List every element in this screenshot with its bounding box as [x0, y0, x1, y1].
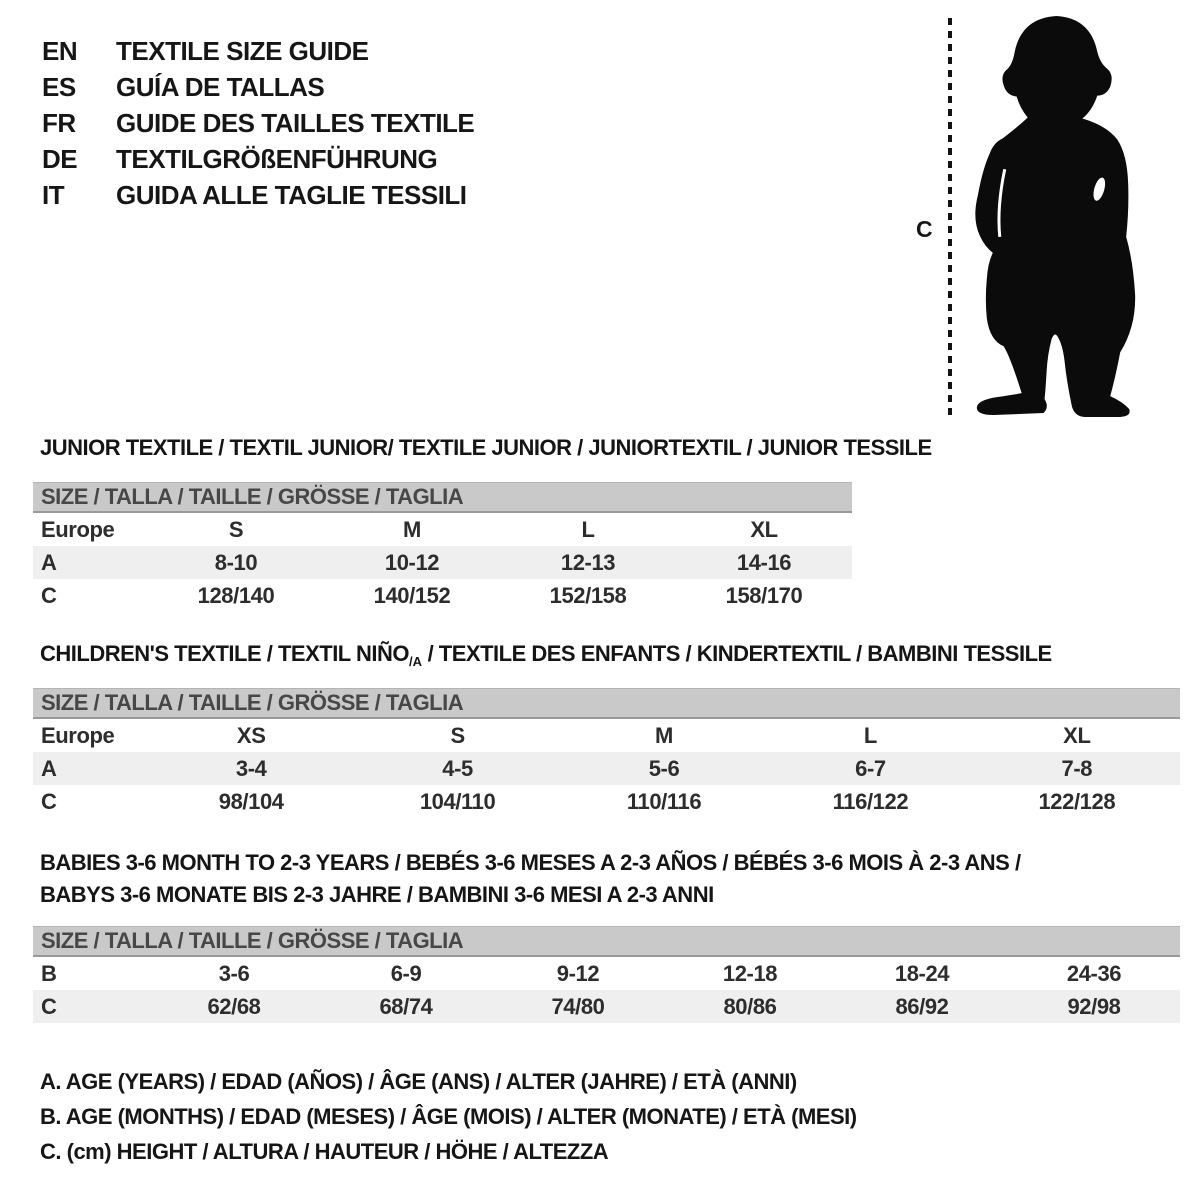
months-cell: 3-6: [218, 961, 250, 986]
guide-title-de: TEXTILGRÖßENFÜHRUNG: [116, 144, 438, 174]
children-size-table: [33, 688, 1180, 818]
junior-section-heading: JUNIOR TEXTILE / TEXTIL JUNIOR/ TEXTILE JUNIOR / JUNIORTEXTIL / JUNIOR TESSILE: [40, 435, 932, 460]
junior-size-table: [33, 482, 852, 612]
height-cell: 110/116: [626, 789, 702, 814]
babies-heading-line2: BABYS 3-6 MONATE BIS 2-3 JAHRE / BAMBINI 3-6 MESI A 2-3 ANNI: [40, 882, 714, 907]
children-age-row: [33, 752, 1180, 785]
height-measure-label: C: [916, 216, 933, 242]
height-cell: 152/158: [549, 583, 627, 608]
height-cell: 104/110: [419, 789, 496, 814]
row-label: Europe: [41, 517, 115, 542]
age-cell: 14-16: [736, 550, 792, 575]
age-cell: 6-7: [855, 756, 886, 781]
note-age-months: B. AGE (MONTHS) / EDAD (MESES) / ÂGE (MOIS) / ALTER (MONATE) / ETÀ (MESI): [40, 1104, 857, 1129]
height-cell: 80/86: [723, 994, 777, 1019]
babies-size-table: [33, 926, 1180, 1023]
size-cell: XL: [1063, 723, 1091, 748]
size-cell: L: [863, 723, 877, 748]
age-cell: 8-10: [214, 550, 258, 575]
babies-size-bar: SIZE / TALLA / TAILLE / GRÖSSE / TAGLIA: [33, 926, 1180, 957]
language-row-de: [42, 141, 474, 177]
note-age-years: A. AGE (YEARS) / EDAD (AÑOS) / ÂGE (ANS) / ALTER (JAHRE) / ETÀ (ANNI): [40, 1069, 797, 1094]
months-cell: 9-12: [556, 961, 600, 986]
children-height-row: [33, 785, 1180, 818]
age-cell: 3-4: [235, 756, 267, 781]
row-label: B: [41, 961, 57, 986]
age-cell: 7-8: [1061, 756, 1093, 781]
children-heading-sub: /A: [408, 654, 422, 669]
size-cell: S: [228, 517, 244, 542]
height-cell: 158/170: [725, 583, 803, 608]
dashed-measure-line: [948, 18, 952, 416]
height-cell: 86/92: [895, 994, 949, 1019]
height-cell: 74/80: [551, 994, 605, 1019]
toddler-silhouette-icon: [962, 12, 1150, 420]
size-cell: XS: [236, 723, 266, 748]
guide-title-es: GUÍA DE TALLAS: [116, 72, 325, 102]
language-code: ES: [42, 72, 76, 102]
children-section-heading: [40, 641, 1052, 669]
size-cell: M: [655, 723, 673, 748]
height-cell: 122/128: [1038, 789, 1116, 814]
months-cell: 24-36: [1066, 961, 1122, 986]
height-cell: 92/98: [1067, 994, 1121, 1019]
row-label: C: [41, 789, 57, 814]
height-cell: 128/140: [197, 583, 275, 608]
row-label: A: [41, 550, 57, 575]
language-row-fr: [42, 105, 474, 141]
months-cell: 18-24: [894, 961, 950, 986]
guide-title-it: GUIDA ALLE TAGLIE TESSILI: [116, 180, 467, 210]
row-label: C: [41, 583, 57, 608]
children-heading-pre: CHILDREN'S TEXTILE / TEXTIL NIÑO: [40, 641, 409, 666]
age-cell: 12-13: [560, 550, 616, 575]
legend-notes: [40, 1064, 857, 1169]
children-heading-post: / TEXTILE DES ENFANTS / KINDERTEXTIL / BAMBINI TESSILE: [421, 641, 1052, 666]
language-code: EN: [42, 36, 78, 66]
language-title-list: [42, 33, 474, 213]
months-cell: 6-9: [390, 961, 422, 986]
guide-title-en: TEXTILE SIZE GUIDE: [116, 36, 369, 66]
babies-months-row: [33, 957, 1180, 990]
babies-section-heading: [40, 847, 1021, 911]
language-code: IT: [42, 180, 65, 210]
junior-age-row: [33, 546, 852, 579]
height-cell: 140/152: [373, 583, 451, 608]
babies-heading-line1: BABIES 3-6 MONTH TO 2-3 YEARS / BEBÉS 3-6 MESES A 2-3 AÑOS / BÉBÉS 3-6 MOIS À 2-3 ANS /: [40, 850, 1021, 875]
size-cell: M: [403, 517, 421, 542]
junior-size-bar: SIZE / TALLA / TAILLE / GRÖSSE / TAGLIA: [33, 482, 852, 513]
row-label: Europe: [41, 723, 115, 748]
language-row-it: [42, 177, 474, 213]
language-code: FR: [42, 108, 76, 138]
babies-height-row: [33, 990, 1180, 1023]
months-cell: 12-18: [722, 961, 778, 986]
guide-title-fr: GUIDE DES TAILLES TEXTILE: [116, 108, 475, 138]
age-cell: 4-5: [442, 756, 473, 781]
height-cell: 68/74: [379, 994, 433, 1019]
age-cell: 5-6: [648, 756, 680, 781]
language-row-en: [42, 33, 474, 69]
language-code: DE: [42, 144, 78, 174]
age-cell: 10-12: [384, 550, 440, 575]
children-europe-row: [33, 719, 1180, 752]
language-row-es: [42, 69, 474, 105]
row-label: A: [41, 756, 57, 781]
size-cell: L: [581, 517, 595, 542]
height-cell: 62/68: [207, 994, 261, 1019]
note-height-cm: C. (cm) HEIGHT / ALTURA / HAUTEUR / HÖHE / ALTEZZA: [40, 1139, 609, 1164]
junior-height-row: [33, 579, 852, 612]
height-cell: 98/104: [218, 789, 284, 814]
size-cell: XL: [750, 517, 778, 542]
junior-europe-row: [33, 513, 852, 546]
children-size-bar: SIZE / TALLA / TAILLE / GRÖSSE / TAGLIA: [33, 688, 1180, 719]
size-cell: S: [450, 723, 465, 748]
row-label: C: [41, 994, 57, 1019]
height-cell: 116/122: [832, 789, 909, 814]
